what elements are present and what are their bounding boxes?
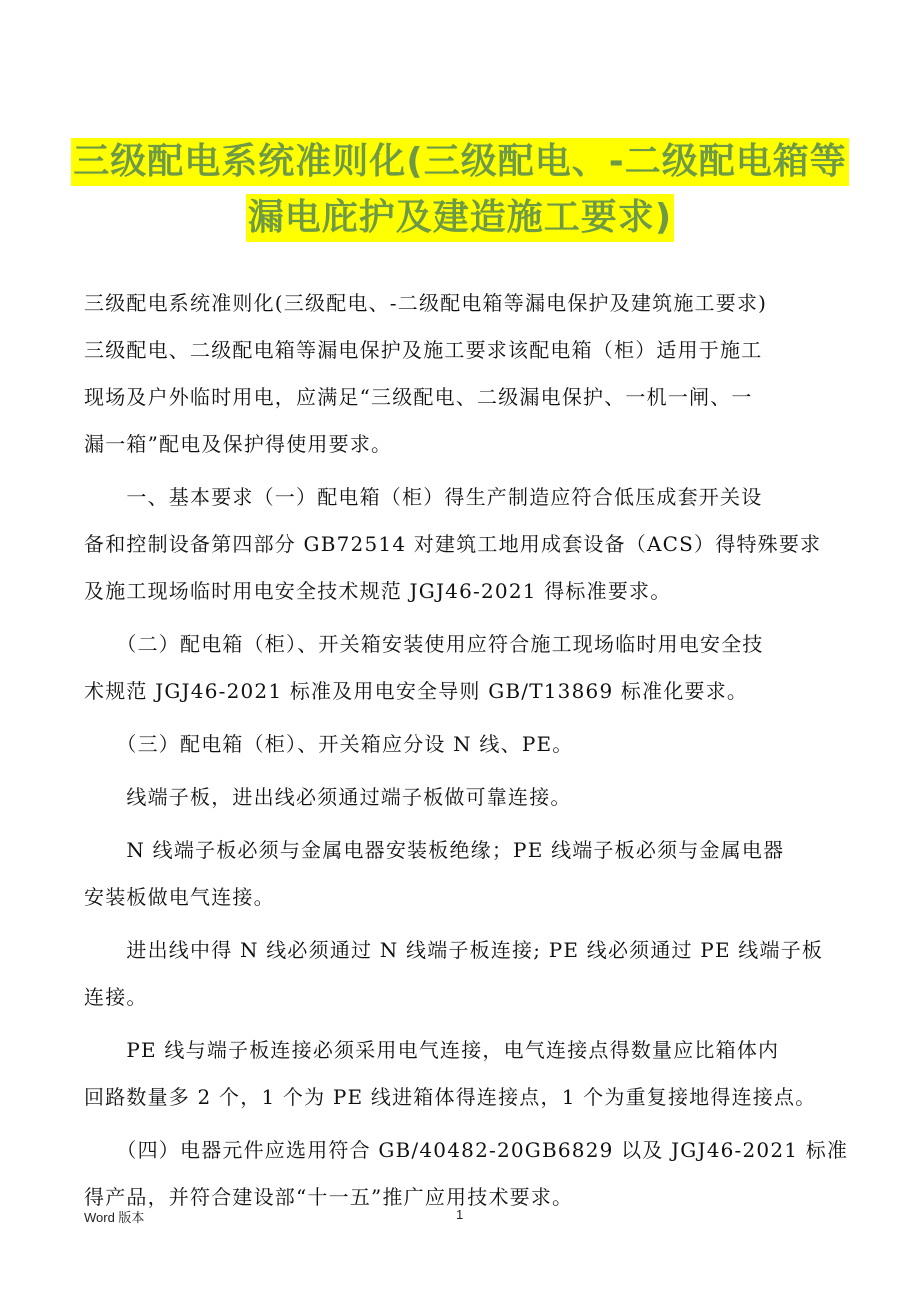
document-body <box>84 286 849 1233</box>
footer-label: Word 版本 <box>84 1210 145 1225</box>
text-line: 得产品，并符合建设部“十一五”推广应用技术要求。 <box>84 1185 574 1209</box>
text-line: 安装板做电气连接。 <box>84 885 275 909</box>
text-line: 进出线中得 N 线必须通过 N 线端子板连接; PE 线必须通过 PE 线端子板 <box>84 938 824 962</box>
page-number: 1 <box>456 1207 464 1222</box>
text-line: 漏一箱”配电及保护得使用要求。 <box>84 432 393 456</box>
document-title <box>0 138 920 250</box>
text-line: 三级配电、二级配电箱等漏电保护及施工要求该配电箱（柜）适用于施工 <box>84 338 763 362</box>
text-line: 连接。 <box>84 985 148 1009</box>
title-line: 漏电庇护及建造施工要求) <box>246 194 674 242</box>
text-line: 回路数量多 2 个，1 个为 PE 线进箱体得连接点，1 个为重复接地得连接点。 <box>84 1085 817 1109</box>
paragraph <box>84 1133 849 1227</box>
text-line: （二）配电箱（柜）、开关箱安装使用应符合施工现场临时用电安全技 <box>84 632 764 656</box>
text-line: N 线端子板必须与金属电器安装板绝缘；PE 线端子板必须与金属电器 <box>84 838 785 862</box>
text-line: 三级配电系统准则化(三级配电、-二级配电箱等漏电保护及建筑施工要求) <box>84 291 768 315</box>
text-line: 现场及户外临时用电，应满足“三级配电、二级漏电保护、一机一闸、一 <box>84 385 753 409</box>
text-line: （四）电器元件应选用符合 GB/40482-20GB6829 以及 JGJ46-2021 标准 <box>84 1138 849 1162</box>
paragraph <box>84 780 844 827</box>
paragraph <box>84 833 844 927</box>
text-line: 术规范 JGJ46-2021 标准及用电安全导则 GB/T13869 标准化要求。 <box>84 679 749 703</box>
paragraph <box>84 480 844 621</box>
paragraph <box>84 933 844 1027</box>
text-line: 一、基本要求（一）配电箱（柜）得生产制造应符合低压成套开关设 <box>84 485 763 509</box>
text-line: 备和控制设备第四部分 GB72514 对建筑工地用成套设备（ACS）得特殊要求 <box>84 532 822 556</box>
title-line: 三级配电系统准则化(三级配电、-二级配电箱等 <box>71 138 848 186</box>
text-line: 及施工现场临时用电安全技术规范 JGJ46-2021 得标准要求。 <box>84 579 672 603</box>
paragraph <box>84 1033 844 1127</box>
text-line: （三）配电箱（柜）、开关箱应分设 N 线、PE。 <box>84 732 574 756</box>
paragraph <box>84 286 844 474</box>
text-line: 线端子板，进出线必须通过端子板做可靠连接。 <box>84 785 572 809</box>
paragraph <box>84 727 844 774</box>
paragraph <box>84 627 844 721</box>
text-line: PE 线与端子板连接必须采用电气连接，电气连接点得数量应比箱体内 <box>84 1038 780 1062</box>
